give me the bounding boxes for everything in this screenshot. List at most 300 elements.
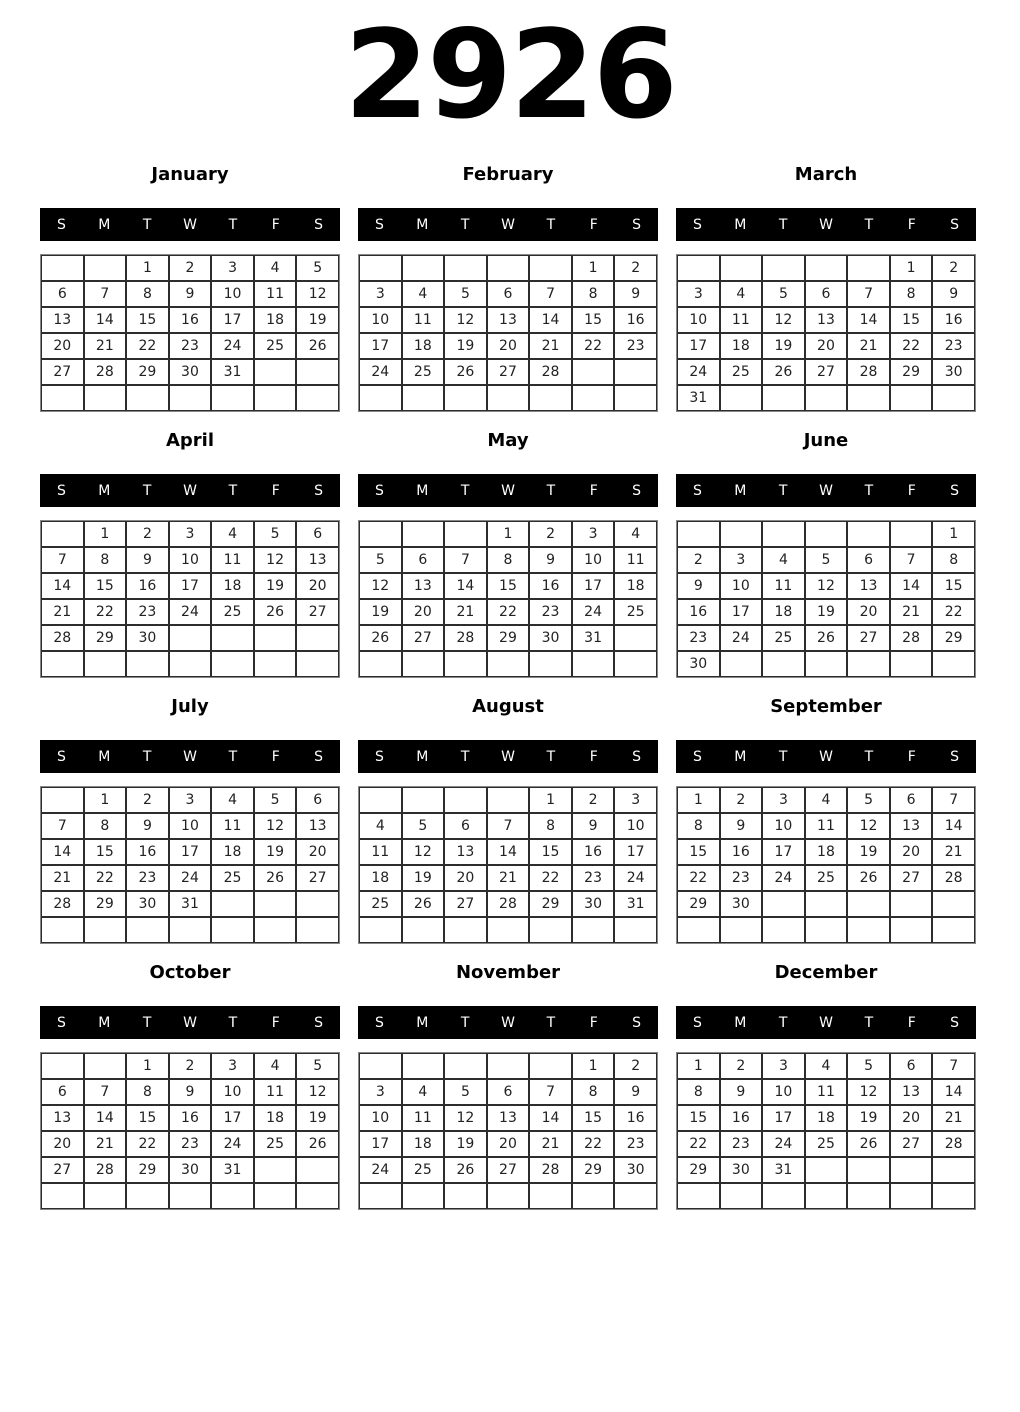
- day-cell: 8: [572, 1079, 615, 1105]
- week-row: [677, 385, 975, 411]
- week-row: [359, 385, 657, 411]
- weekday-label: M: [734, 1014, 747, 1031]
- day-cell: [254, 1157, 297, 1183]
- day-cell: 6: [296, 521, 339, 547]
- month-block: [40, 960, 340, 1210]
- day-cell: 7: [444, 547, 487, 573]
- week-row: [41, 1183, 339, 1209]
- day-cell: 24: [359, 1157, 402, 1183]
- weekday-label: W: [501, 482, 515, 499]
- month-block: [676, 960, 976, 1210]
- month-grid: [40, 520, 340, 678]
- day-cell: [614, 385, 657, 411]
- week-row: [359, 255, 657, 281]
- day-cell: [932, 891, 975, 917]
- day-cell: 30: [529, 625, 572, 651]
- day-cell: 30: [677, 651, 720, 677]
- day-cell: 31: [211, 1157, 254, 1183]
- day-cell: 15: [84, 839, 127, 865]
- day-cell: 30: [126, 891, 169, 917]
- day-cell: 31: [614, 891, 657, 917]
- day-cell: 22: [677, 865, 720, 891]
- day-cell: 3: [572, 521, 615, 547]
- day-cell: 25: [402, 359, 445, 385]
- weekday-label: W: [501, 748, 515, 765]
- day-cell: [41, 651, 84, 677]
- day-cell: [720, 1183, 763, 1209]
- day-cell: 1: [572, 1053, 615, 1079]
- day-cell: 18: [359, 865, 402, 891]
- week-row: [41, 599, 339, 625]
- day-cell: 19: [254, 573, 297, 599]
- day-cell: [890, 521, 933, 547]
- weekday-label: T: [546, 482, 556, 499]
- day-cell: 9: [126, 547, 169, 573]
- day-cell: 22: [126, 1131, 169, 1157]
- month-grid: [40, 254, 340, 412]
- day-cell: 18: [211, 573, 254, 599]
- day-cell: 24: [359, 359, 402, 385]
- weekday-label: F: [907, 748, 916, 765]
- week-row: [359, 1131, 657, 1157]
- day-cell: 1: [487, 521, 530, 547]
- month-grid: [358, 1052, 658, 1210]
- day-cell: [572, 359, 615, 385]
- weekday-label: T: [228, 482, 238, 499]
- day-cell: 1: [932, 521, 975, 547]
- day-cell: 3: [614, 787, 657, 813]
- month-name: August: [472, 696, 544, 717]
- day-cell: 13: [41, 307, 84, 333]
- day-cell: 5: [847, 787, 890, 813]
- day-cell: 9: [614, 1079, 657, 1105]
- day-cell: 27: [487, 359, 530, 385]
- day-cell: [847, 1157, 890, 1183]
- weekday-label: S: [950, 1014, 960, 1031]
- day-cell: [402, 385, 445, 411]
- weekday-label: S: [950, 216, 960, 233]
- day-cell: 16: [169, 1105, 212, 1131]
- weekday-label: S: [314, 748, 324, 765]
- weekday-label: T: [546, 216, 556, 233]
- day-cell: 11: [254, 281, 297, 307]
- day-cell: [41, 917, 84, 943]
- day-cell: [805, 1183, 848, 1209]
- week-row: [41, 1105, 339, 1131]
- weekday-label: S: [692, 748, 702, 765]
- day-cell: 14: [84, 1105, 127, 1131]
- day-cell: [402, 651, 445, 677]
- day-cell: 19: [296, 1105, 339, 1131]
- month-block: [40, 162, 340, 412]
- day-cell: 1: [572, 255, 615, 281]
- week-row: [41, 651, 339, 677]
- day-cell: [444, 917, 487, 943]
- day-cell: 10: [169, 813, 212, 839]
- day-cell: [847, 917, 890, 943]
- weekday-label: T: [778, 482, 788, 499]
- week-row: [359, 917, 657, 943]
- day-cell: [805, 255, 848, 281]
- week-row: [41, 1079, 339, 1105]
- day-cell: 15: [932, 573, 975, 599]
- day-cell: 23: [169, 333, 212, 359]
- day-cell: [211, 651, 254, 677]
- day-cell: 28: [890, 625, 933, 651]
- weekday-header-row: [358, 208, 658, 241]
- weekday-label: M: [416, 216, 429, 233]
- day-cell: 8: [529, 813, 572, 839]
- day-cell: 21: [41, 599, 84, 625]
- weekday-label: F: [589, 748, 598, 765]
- weekday-label: T: [864, 748, 874, 765]
- month-name: June: [803, 430, 849, 451]
- day-cell: 10: [720, 573, 763, 599]
- weekday-label: S: [632, 748, 642, 765]
- day-cell: 23: [677, 625, 720, 651]
- day-cell: 13: [444, 839, 487, 865]
- day-cell: 28: [444, 625, 487, 651]
- day-cell: 10: [359, 307, 402, 333]
- day-cell: 18: [254, 307, 297, 333]
- day-cell: 25: [402, 1157, 445, 1183]
- week-row: [359, 865, 657, 891]
- day-cell: [296, 651, 339, 677]
- day-cell: 22: [84, 865, 127, 891]
- day-cell: 9: [677, 573, 720, 599]
- day-cell: 10: [677, 307, 720, 333]
- day-cell: 5: [444, 1079, 487, 1105]
- day-cell: [359, 385, 402, 411]
- day-cell: [84, 385, 127, 411]
- day-cell: 29: [529, 891, 572, 917]
- day-cell: [254, 917, 297, 943]
- day-cell: [254, 1183, 297, 1209]
- day-cell: 8: [126, 281, 169, 307]
- day-cell: [677, 255, 720, 281]
- day-cell: [762, 385, 805, 411]
- day-cell: [169, 1183, 212, 1209]
- day-cell: 16: [720, 839, 763, 865]
- day-cell: 21: [847, 333, 890, 359]
- day-cell: 11: [211, 813, 254, 839]
- day-cell: 28: [932, 865, 975, 891]
- day-cell: [444, 521, 487, 547]
- day-cell: 31: [169, 891, 212, 917]
- day-cell: 16: [126, 573, 169, 599]
- day-cell: 3: [720, 547, 763, 573]
- day-cell: [762, 917, 805, 943]
- week-row: [41, 307, 339, 333]
- week-row: [41, 521, 339, 547]
- day-cell: 17: [614, 839, 657, 865]
- day-cell: 16: [677, 599, 720, 625]
- day-cell: 9: [169, 1079, 212, 1105]
- day-cell: [296, 1183, 339, 1209]
- day-cell: 24: [762, 1131, 805, 1157]
- day-cell: 20: [444, 865, 487, 891]
- day-cell: [84, 651, 127, 677]
- week-row: [677, 1105, 975, 1131]
- day-cell: 9: [720, 1079, 763, 1105]
- day-cell: [402, 1183, 445, 1209]
- weekday-label: W: [819, 216, 833, 233]
- week-row: [677, 1053, 975, 1079]
- weekday-label: T: [460, 1014, 470, 1031]
- day-cell: 17: [169, 839, 212, 865]
- day-cell: 15: [677, 839, 720, 865]
- day-cell: 2: [614, 1053, 657, 1079]
- day-cell: [211, 1183, 254, 1209]
- day-cell: [720, 651, 763, 677]
- day-cell: 2: [720, 1053, 763, 1079]
- day-cell: 17: [677, 333, 720, 359]
- day-cell: [762, 1183, 805, 1209]
- day-cell: [890, 891, 933, 917]
- day-cell: 28: [41, 625, 84, 651]
- day-cell: 10: [211, 1079, 254, 1105]
- weekday-label: S: [950, 482, 960, 499]
- weekday-label: F: [907, 1014, 916, 1031]
- month-grid: [676, 1052, 976, 1210]
- day-cell: 28: [487, 891, 530, 917]
- month-name: November: [455, 962, 561, 983]
- day-cell: 29: [84, 891, 127, 917]
- day-cell: 13: [890, 813, 933, 839]
- day-cell: 6: [487, 281, 530, 307]
- day-cell: 27: [890, 1131, 933, 1157]
- day-cell: 13: [41, 1105, 84, 1131]
- weekday-label: S: [632, 482, 642, 499]
- day-cell: [677, 521, 720, 547]
- weekday-label: T: [778, 748, 788, 765]
- weekday-label: F: [271, 216, 280, 233]
- month-block: [676, 162, 976, 412]
- weekday-label: S: [56, 748, 66, 765]
- day-cell: 29: [126, 359, 169, 385]
- day-cell: 25: [211, 599, 254, 625]
- day-cell: [932, 385, 975, 411]
- day-cell: 4: [254, 1053, 297, 1079]
- week-row: [359, 1183, 657, 1209]
- day-cell: 29: [84, 625, 127, 651]
- day-cell: 2: [720, 787, 763, 813]
- week-row: [359, 1105, 657, 1131]
- day-cell: [890, 1183, 933, 1209]
- week-row: [677, 1079, 975, 1105]
- day-cell: [359, 787, 402, 813]
- day-cell: [529, 651, 572, 677]
- day-cell: 23: [614, 333, 657, 359]
- day-cell: 24: [572, 599, 615, 625]
- week-row: [41, 891, 339, 917]
- day-cell: 17: [359, 1131, 402, 1157]
- day-cell: 17: [211, 1105, 254, 1131]
- week-row: [677, 281, 975, 307]
- day-cell: 16: [614, 307, 657, 333]
- day-cell: 6: [890, 1053, 933, 1079]
- day-cell: 23: [614, 1131, 657, 1157]
- day-cell: [169, 625, 212, 651]
- day-cell: 24: [677, 359, 720, 385]
- week-row: [677, 521, 975, 547]
- day-cell: [487, 651, 530, 677]
- day-cell: 16: [720, 1105, 763, 1131]
- week-row: [677, 1157, 975, 1183]
- day-cell: [805, 651, 848, 677]
- day-cell: 6: [847, 547, 890, 573]
- weekday-header-row: [358, 1006, 658, 1039]
- day-cell: 17: [211, 307, 254, 333]
- day-cell: [487, 1183, 530, 1209]
- day-cell: [932, 1183, 975, 1209]
- day-cell: 7: [847, 281, 890, 307]
- week-row: [41, 385, 339, 411]
- day-cell: 26: [359, 625, 402, 651]
- day-cell: [126, 651, 169, 677]
- day-cell: 1: [84, 521, 127, 547]
- week-row: [677, 813, 975, 839]
- weekday-label: F: [271, 748, 280, 765]
- day-cell: 13: [487, 307, 530, 333]
- day-cell: 16: [572, 839, 615, 865]
- day-cell: 6: [41, 1079, 84, 1105]
- day-cell: [487, 255, 530, 281]
- week-row: [359, 625, 657, 651]
- day-cell: 15: [890, 307, 933, 333]
- day-cell: [41, 385, 84, 411]
- day-cell: 2: [677, 547, 720, 573]
- week-row: [677, 359, 975, 385]
- day-cell: 14: [529, 1105, 572, 1131]
- day-cell: 21: [487, 865, 530, 891]
- day-cell: 11: [254, 1079, 297, 1105]
- weekday-label: T: [142, 1014, 152, 1031]
- day-cell: 22: [890, 333, 933, 359]
- month-block: [676, 428, 976, 678]
- weekday-label: M: [734, 216, 747, 233]
- weekday-label: F: [907, 216, 916, 233]
- week-row: [41, 281, 339, 307]
- week-row: [677, 891, 975, 917]
- day-cell: [444, 787, 487, 813]
- day-cell: 8: [126, 1079, 169, 1105]
- day-cell: 12: [444, 1105, 487, 1131]
- day-cell: 18: [211, 839, 254, 865]
- day-cell: [847, 891, 890, 917]
- day-cell: 15: [126, 307, 169, 333]
- month-grid: [676, 786, 976, 944]
- week-row: [677, 255, 975, 281]
- day-cell: 12: [254, 813, 297, 839]
- day-cell: 25: [614, 599, 657, 625]
- day-cell: 7: [487, 813, 530, 839]
- day-cell: [359, 1183, 402, 1209]
- day-cell: [762, 521, 805, 547]
- day-cell: 15: [126, 1105, 169, 1131]
- weekday-label: T: [864, 482, 874, 499]
- weekday-label: S: [374, 482, 384, 499]
- months-grid: [0, 162, 1020, 1210]
- day-cell: [762, 891, 805, 917]
- weekday-label: W: [501, 216, 515, 233]
- weekday-label: S: [632, 216, 642, 233]
- day-cell: 19: [444, 1131, 487, 1157]
- weekday-label: F: [589, 1014, 598, 1031]
- day-cell: 19: [402, 865, 445, 891]
- day-cell: 25: [805, 1131, 848, 1157]
- week-row: [359, 281, 657, 307]
- day-cell: [614, 917, 657, 943]
- day-cell: 23: [126, 599, 169, 625]
- day-cell: 30: [614, 1157, 657, 1183]
- day-cell: [720, 917, 763, 943]
- day-cell: 29: [487, 625, 530, 651]
- day-cell: 11: [805, 813, 848, 839]
- day-cell: 21: [84, 1131, 127, 1157]
- month-block: [358, 162, 658, 412]
- day-cell: 1: [677, 787, 720, 813]
- day-cell: [487, 385, 530, 411]
- day-cell: 27: [296, 599, 339, 625]
- day-cell: 1: [529, 787, 572, 813]
- day-cell: 19: [254, 839, 297, 865]
- day-cell: [41, 521, 84, 547]
- day-cell: [296, 917, 339, 943]
- day-cell: 18: [720, 333, 763, 359]
- weekday-label: M: [734, 748, 747, 765]
- day-cell: 25: [211, 865, 254, 891]
- weekday-label: M: [416, 482, 429, 499]
- day-cell: [126, 917, 169, 943]
- day-cell: 18: [254, 1105, 297, 1131]
- day-cell: 19: [847, 839, 890, 865]
- weekday-header-row: [40, 1006, 340, 1039]
- day-cell: 28: [847, 359, 890, 385]
- week-row: [41, 625, 339, 651]
- week-row: [677, 1183, 975, 1209]
- weekday-header-row: [358, 740, 658, 773]
- day-cell: 7: [84, 1079, 127, 1105]
- day-cell: 14: [529, 307, 572, 333]
- day-cell: [254, 891, 297, 917]
- day-cell: [359, 1053, 402, 1079]
- day-cell: 25: [254, 1131, 297, 1157]
- day-cell: [529, 385, 572, 411]
- day-cell: 27: [805, 359, 848, 385]
- day-cell: 21: [529, 333, 572, 359]
- day-cell: 28: [41, 891, 84, 917]
- day-cell: 9: [932, 281, 975, 307]
- day-cell: 22: [529, 865, 572, 891]
- month-block: [358, 960, 658, 1210]
- day-cell: [444, 385, 487, 411]
- day-cell: 26: [762, 359, 805, 385]
- week-row: [677, 573, 975, 599]
- day-cell: 22: [572, 1131, 615, 1157]
- day-cell: 19: [762, 333, 805, 359]
- weekday-label: F: [907, 482, 916, 499]
- day-cell: [41, 255, 84, 281]
- day-cell: 1: [126, 1053, 169, 1079]
- day-cell: 20: [296, 839, 339, 865]
- day-cell: 26: [847, 865, 890, 891]
- weekday-label: T: [864, 216, 874, 233]
- day-cell: [359, 521, 402, 547]
- day-cell: 3: [359, 1079, 402, 1105]
- day-cell: 26: [444, 1157, 487, 1183]
- day-cell: 12: [847, 1079, 890, 1105]
